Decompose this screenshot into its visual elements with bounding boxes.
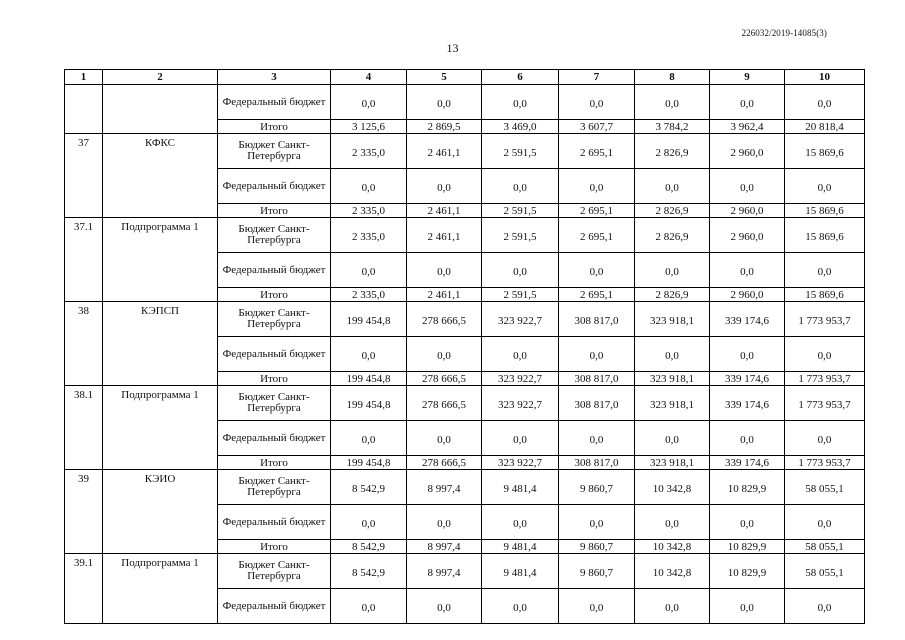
- value-cell: 0,0: [482, 169, 559, 204]
- funding-source-cell: Итого: [218, 288, 331, 302]
- value-cell: 0,0: [559, 589, 635, 624]
- value-cell: 2 960,0: [710, 134, 785, 169]
- value-cell: 323 918,1: [635, 302, 710, 337]
- funding-source-cell: Итого: [218, 204, 331, 218]
- value-cell: 9 481,4: [482, 540, 559, 554]
- value-cell: 2 826,9: [635, 218, 710, 253]
- value-cell: 0,0: [331, 589, 407, 624]
- value-cell: 8 542,9: [331, 470, 407, 505]
- value-cell: 0,0: [407, 253, 482, 288]
- value-cell: 0,0: [635, 505, 710, 540]
- value-cell: 0,0: [635, 253, 710, 288]
- value-cell: 0,0: [710, 85, 785, 120]
- table-row: [65, 386, 865, 421]
- value-cell: 2 826,9: [635, 204, 710, 218]
- value-cell: 0,0: [407, 421, 482, 456]
- value-cell: 0,0: [331, 505, 407, 540]
- total-value-cell: 58 055,1: [785, 540, 865, 554]
- executor-name-cell: КЭИО: [103, 470, 218, 554]
- row-number-cell: 39: [65, 470, 103, 554]
- funding-source-cell: Бюджет Санкт-Петербурга: [218, 554, 331, 589]
- value-cell: 3 962,4: [710, 120, 785, 134]
- value-cell: 2 695,1: [559, 134, 635, 169]
- table-row: [65, 302, 865, 337]
- total-value-cell: 15 869,6: [785, 218, 865, 253]
- funding-source-cell: Итого: [218, 540, 331, 554]
- total-value-cell: 0,0: [785, 85, 865, 120]
- total-value-cell: 0,0: [785, 589, 865, 624]
- executor-name-cell: [103, 85, 218, 134]
- value-cell: 0,0: [407, 169, 482, 204]
- total-value-cell: 1 773 953,7: [785, 456, 865, 470]
- value-cell: 2 826,9: [635, 288, 710, 302]
- value-cell: 199 454,8: [331, 372, 407, 386]
- total-value-cell: 0,0: [785, 505, 865, 540]
- value-cell: 0,0: [635, 85, 710, 120]
- value-cell: 2 461,1: [407, 288, 482, 302]
- value-cell: 323 922,7: [482, 386, 559, 421]
- value-cell: 339 174,6: [710, 386, 785, 421]
- value-cell: 339 174,6: [710, 372, 785, 386]
- header-cell: 9: [710, 70, 785, 85]
- value-cell: 10 829,9: [710, 470, 785, 505]
- executor-name-cell: Подпрограмма 1: [103, 386, 218, 470]
- value-cell: 323 918,1: [635, 372, 710, 386]
- value-cell: 9 481,4: [482, 470, 559, 505]
- value-cell: 339 174,6: [710, 456, 785, 470]
- total-value-cell: 58 055,1: [785, 554, 865, 589]
- value-cell: 0,0: [559, 169, 635, 204]
- funding-source-cell: Итого: [218, 456, 331, 470]
- value-cell: 0,0: [482, 253, 559, 288]
- table-header: [65, 70, 865, 85]
- value-cell: 2 335,0: [331, 218, 407, 253]
- value-cell: 2 461,1: [407, 204, 482, 218]
- funding-source-cell: Федеральный бюджет: [218, 85, 331, 120]
- value-cell: 8 542,9: [331, 540, 407, 554]
- value-cell: 0,0: [635, 337, 710, 372]
- table-body: [65, 85, 865, 624]
- value-cell: 0,0: [331, 253, 407, 288]
- value-cell: 2 591,5: [482, 204, 559, 218]
- value-cell: 8 997,4: [407, 554, 482, 589]
- value-cell: 323 922,7: [482, 456, 559, 470]
- value-cell: 2 335,0: [331, 134, 407, 169]
- value-cell: 2 960,0: [710, 204, 785, 218]
- value-cell: 3 469,0: [482, 120, 559, 134]
- value-cell: 0,0: [559, 253, 635, 288]
- value-cell: 278 666,5: [407, 456, 482, 470]
- value-cell: 323 922,7: [482, 372, 559, 386]
- funding-source-cell: Бюджет Санкт-Петербурга: [218, 302, 331, 337]
- page-number: 13: [446, 41, 459, 55]
- total-value-cell: 0,0: [785, 421, 865, 456]
- value-cell: 9 860,7: [559, 540, 635, 554]
- executor-name-cell: Подпрограмма 1: [103, 554, 218, 624]
- table-row: [65, 134, 865, 169]
- table-row: [65, 218, 865, 253]
- value-cell: 278 666,5: [407, 302, 482, 337]
- value-cell: 308 817,0: [559, 386, 635, 421]
- value-cell: 0,0: [635, 589, 710, 624]
- value-cell: 323 922,7: [482, 302, 559, 337]
- value-cell: 0,0: [710, 169, 785, 204]
- value-cell: 2 461,1: [407, 218, 482, 253]
- value-cell: 2 695,1: [559, 218, 635, 253]
- value-cell: 308 817,0: [559, 302, 635, 337]
- value-cell: 10 829,9: [710, 540, 785, 554]
- value-cell: 2 461,1: [407, 134, 482, 169]
- header-cell: 4: [331, 70, 407, 85]
- value-cell: 0,0: [407, 85, 482, 120]
- value-cell: 0,0: [559, 421, 635, 456]
- total-value-cell: 15 869,6: [785, 204, 865, 218]
- funding-source-cell: Федеральный бюджет: [218, 505, 331, 540]
- value-cell: 199 454,8: [331, 386, 407, 421]
- value-cell: 0,0: [482, 85, 559, 120]
- funding-source-cell: Итого: [218, 120, 331, 134]
- value-cell: 0,0: [331, 85, 407, 120]
- funding-source-cell: Федеральный бюджет: [218, 421, 331, 456]
- value-cell: 8 997,4: [407, 540, 482, 554]
- total-value-cell: 15 869,6: [785, 134, 865, 169]
- funding-source-cell: Федеральный бюджет: [218, 589, 331, 624]
- value-cell: 10 342,8: [635, 554, 710, 589]
- value-cell: 199 454,8: [331, 302, 407, 337]
- funding-source-cell: Федеральный бюджет: [218, 253, 331, 288]
- value-cell: 0,0: [482, 505, 559, 540]
- value-cell: 2 591,5: [482, 218, 559, 253]
- value-cell: 2 335,0: [331, 204, 407, 218]
- funding-source-cell: Федеральный бюджет: [218, 169, 331, 204]
- value-cell: 278 666,5: [407, 386, 482, 421]
- row-number-cell: 37: [65, 134, 103, 218]
- total-value-cell: 1 773 953,7: [785, 302, 865, 337]
- funding-source-cell: Итого: [218, 372, 331, 386]
- funding-source-cell: Бюджет Санкт-Петербурга: [218, 218, 331, 253]
- value-cell: 3 784,2: [635, 120, 710, 134]
- header-row: [65, 70, 865, 85]
- header-cell: 8: [635, 70, 710, 85]
- header-cell: 1: [65, 70, 103, 85]
- value-cell: 10 342,8: [635, 470, 710, 505]
- total-value-cell: 20 818,4: [785, 120, 865, 134]
- value-cell: 0,0: [407, 337, 482, 372]
- total-value-cell: 0,0: [785, 253, 865, 288]
- executor-name-cell: КЭПСП: [103, 302, 218, 386]
- value-cell: 10 342,8: [635, 540, 710, 554]
- value-cell: 9 860,7: [559, 554, 635, 589]
- value-cell: 0,0: [710, 505, 785, 540]
- value-cell: 0,0: [559, 505, 635, 540]
- row-number-cell: [65, 85, 103, 134]
- value-cell: 0,0: [331, 421, 407, 456]
- funding-source-cell: Бюджет Санкт-Петербурга: [218, 134, 331, 169]
- executor-name-cell: Подпрограмма 1: [103, 218, 218, 302]
- row-number-cell: 37.1: [65, 218, 103, 302]
- value-cell: 0,0: [482, 589, 559, 624]
- funding-source-cell: Бюджет Санкт-Петербурга: [218, 470, 331, 505]
- header-cell: 2: [103, 70, 218, 85]
- executor-name-cell: КФКС: [103, 134, 218, 218]
- total-value-cell: 1 773 953,7: [785, 372, 865, 386]
- total-value-cell: 0,0: [785, 169, 865, 204]
- funding-source-cell: Федеральный бюджет: [218, 337, 331, 372]
- table-row: [65, 554, 865, 589]
- value-cell: 3 125,6: [331, 120, 407, 134]
- header-cell: 6: [482, 70, 559, 85]
- value-cell: 2 960,0: [710, 288, 785, 302]
- value-cell: 308 817,0: [559, 456, 635, 470]
- row-number-cell: 38: [65, 302, 103, 386]
- value-cell: 2 826,9: [635, 134, 710, 169]
- value-cell: 0,0: [559, 85, 635, 120]
- value-cell: 0,0: [710, 253, 785, 288]
- header-cell: 3: [218, 70, 331, 85]
- value-cell: 9 860,7: [559, 470, 635, 505]
- header-cell: 5: [407, 70, 482, 85]
- value-cell: 308 817,0: [559, 372, 635, 386]
- value-cell: 2 591,5: [482, 134, 559, 169]
- value-cell: 0,0: [635, 169, 710, 204]
- value-cell: 10 829,9: [710, 554, 785, 589]
- value-cell: 199 454,8: [331, 456, 407, 470]
- value-cell: 0,0: [331, 337, 407, 372]
- value-cell: 2 869,5: [407, 120, 482, 134]
- table-row: [65, 470, 865, 505]
- total-value-cell: 15 869,6: [785, 288, 865, 302]
- value-cell: 0,0: [635, 421, 710, 456]
- value-cell: 9 481,4: [482, 554, 559, 589]
- value-cell: 0,0: [482, 421, 559, 456]
- header-cell: 10: [785, 70, 865, 85]
- value-cell: 0,0: [407, 589, 482, 624]
- value-cell: 2 591,5: [482, 288, 559, 302]
- value-cell: 0,0: [407, 505, 482, 540]
- value-cell: 8 542,9: [331, 554, 407, 589]
- value-cell: 0,0: [710, 589, 785, 624]
- funding-source-cell: Бюджет Санкт-Петербурга: [218, 386, 331, 421]
- value-cell: 0,0: [559, 337, 635, 372]
- budget-table: [64, 69, 865, 624]
- value-cell: 2 960,0: [710, 218, 785, 253]
- value-cell: 323 918,1: [635, 386, 710, 421]
- row-number-cell: 38.1: [65, 386, 103, 470]
- value-cell: 8 997,4: [407, 470, 482, 505]
- total-value-cell: 1 773 953,7: [785, 386, 865, 421]
- document-id: 226032/2019-14085(3): [741, 28, 827, 38]
- value-cell: 323 918,1: [635, 456, 710, 470]
- header-cell: 7: [559, 70, 635, 85]
- value-cell: 278 666,5: [407, 372, 482, 386]
- table-row: [65, 85, 865, 120]
- value-cell: 2 695,1: [559, 288, 635, 302]
- value-cell: 0,0: [482, 337, 559, 372]
- value-cell: 0,0: [331, 169, 407, 204]
- value-cell: 2 335,0: [331, 288, 407, 302]
- value-cell: 0,0: [710, 421, 785, 456]
- row-number-cell: 39.1: [65, 554, 103, 624]
- value-cell: 0,0: [710, 337, 785, 372]
- value-cell: 3 607,7: [559, 120, 635, 134]
- total-value-cell: 0,0: [785, 337, 865, 372]
- value-cell: 339 174,6: [710, 302, 785, 337]
- total-value-cell: 58 055,1: [785, 470, 865, 505]
- value-cell: 2 695,1: [559, 204, 635, 218]
